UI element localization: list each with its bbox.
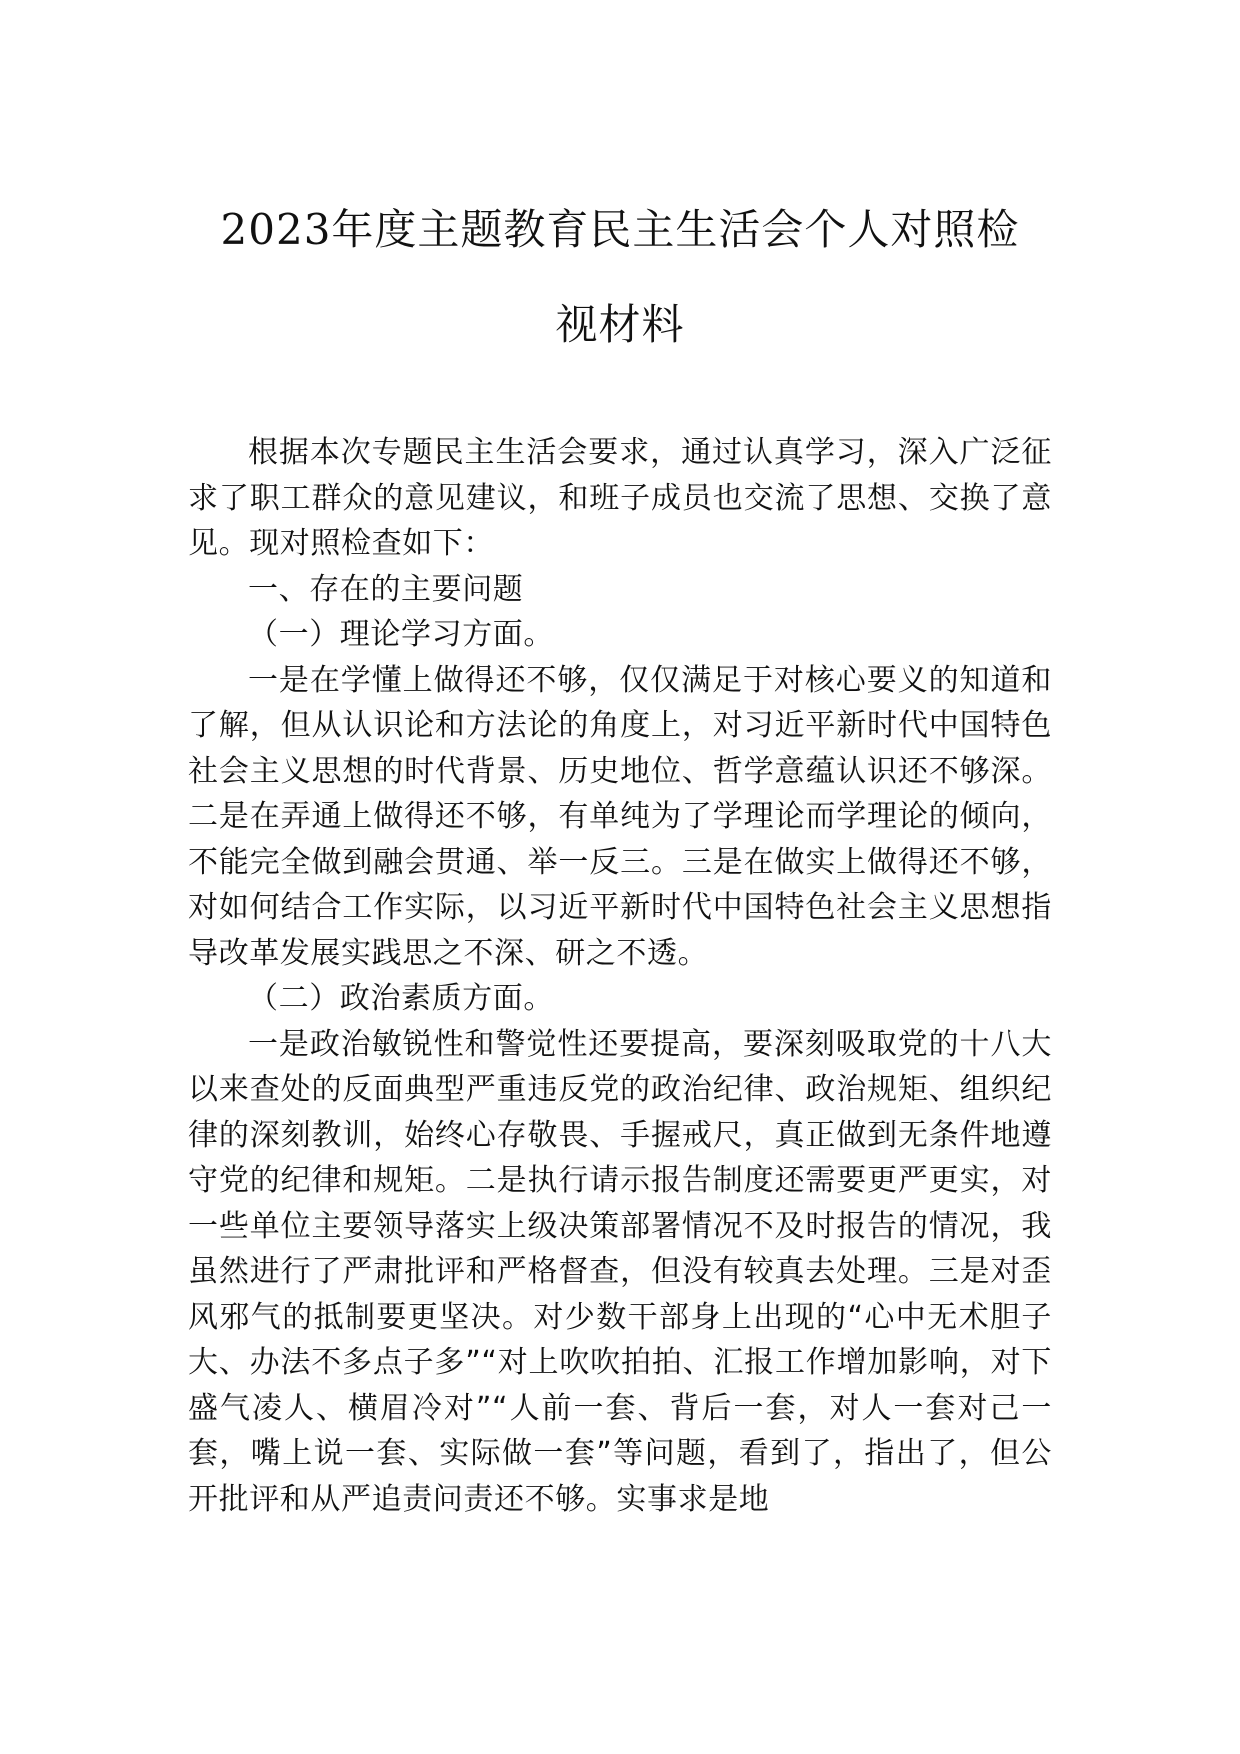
title-line-2: 视材料: [555, 300, 685, 349]
subsection-heading: （二）政治素质方面。: [248, 981, 554, 1016]
subsection-heading: （一）理论学习方面。: [248, 617, 554, 652]
document-title: [150, 182, 1090, 372]
body-paragraph: 一是在学懂上做得还不够，仅仅满足于对核心要义的知道和了解，但从认识论和方法论的角度上，对习近平新时代中国特色社会主义思想的时代背景、历史地位、哲学意蕴认识还不够深。二是在弄通上做得还不够，有单纯为了学理论而学理论的倾向，不能完全做到融会贯通、举一反三。三是在做实上做得还不够，对如何结合工作实际，以习近平新时代中国特色社会主义思想指导改革发展实践思之不深、研之不透。: [188, 662, 1052, 971]
section-heading: 一、存在的主要问题: [248, 571, 524, 607]
body-paragraph: 一是政治敏锐性和警觉性还要提高，要深刻吸取党的十八大以来查处的反面典型严重违反党的政治纪律、政治规矩、组织纪律的深刻教训，始终心存敬畏、手握戒尺，真正做到无条件地遵守党的纪律和规矩。二是执行请示报告制度还需要更严更实，对一些单位主要领导落实上级决策部署情况不及时报告的情况，我虽然进行了严肃批评和严格督查，但没有较真去处理。三是对歪风邪气的抵制要更坚决。对少数干部身上出现的“心中无术胆子大、办法不多点子多”“对上吹吹拍拍、汇报工作增加影响，对下盛气凌人、横眉冷对”“人前一套、背后一套，对人一套对己一套，嘴上说一套、实际做一套”等问题，看到了，指出了，但公开批评和从严追责问责还不够。实事求是地: [188, 1026, 1052, 1517]
document-body: [188, 430, 1052, 1522]
intro-paragraph: 根据本次专题民主生活会要求，通过认真学习，深入广泛征求了职工群众的意见建议，和班子成员也交流了思想、交换了意见。现对照检查如下：: [188, 435, 1052, 561]
title-line-1: 2023年度主题教育民主生活会个人对照检: [220, 205, 1020, 254]
